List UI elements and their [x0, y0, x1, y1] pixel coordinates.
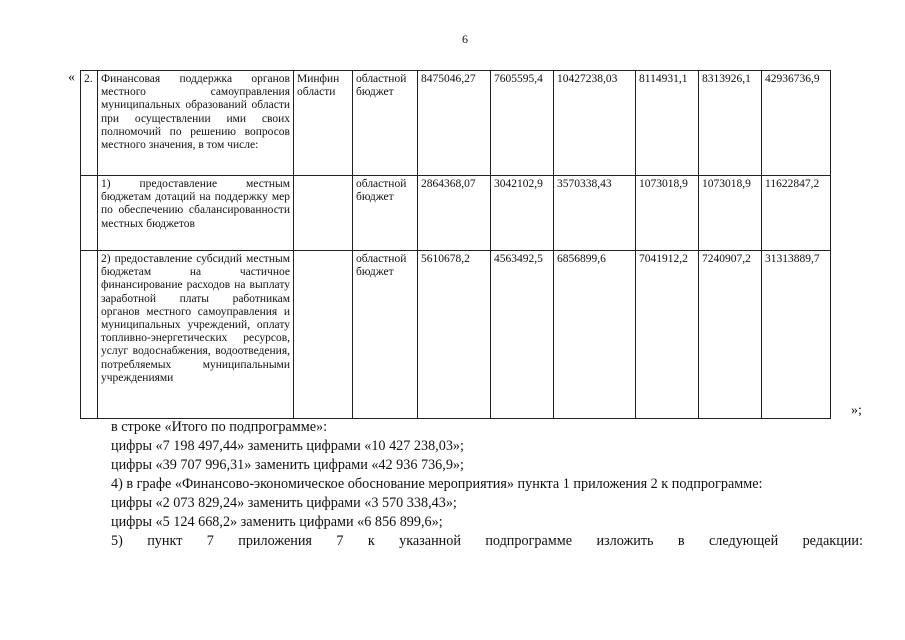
row-value: 8475046,27 [418, 71, 491, 176]
text-line: цифры «39 707 996,31» заменить цифрами «42 936 736,9»; [111, 457, 464, 473]
row-responsible: Минфин области [294, 71, 353, 176]
row-source: областной бюджет [353, 251, 418, 419]
row-value: 2864368,07 [418, 176, 491, 251]
row-value: 1073018,9 [699, 176, 762, 251]
row-value: 7605595,4 [491, 71, 554, 176]
word: редакции: [802, 533, 863, 549]
row-source: областной бюджет [353, 176, 418, 251]
row-value: 3042102,9 [491, 176, 554, 251]
row-responsible [294, 176, 353, 251]
row-description: 1) предоставление местным бюджетам дотаций на поддержку мер по обеспечению сбалансированности местных бюджетов [98, 176, 294, 251]
text-line: в строке «Итого по подпрограмме»: [111, 419, 328, 435]
row-number [81, 176, 98, 251]
row-value: 11622847,2 [762, 176, 831, 251]
row-value: 7041912,2 [636, 251, 699, 419]
financing-table [80, 70, 831, 419]
row-value: 6856899,6 [554, 251, 636, 419]
row-description: 2) предоставление субсидий местным бюджетам на частичное финансирование расходов на выплату заработной платы работникам органов местного самоуправления и муниципальных учреждений, оплату топливно-энергетических ресурсов, услуг водоснабжения, водоотведения, потребляемых муниципальными учреждениями [98, 251, 294, 419]
word: приложения [238, 533, 312, 549]
row-value: 5610678,2 [418, 251, 491, 419]
table-row [81, 251, 831, 419]
page-number: 6 [462, 32, 468, 46]
row-value: 7240907,2 [699, 251, 762, 419]
row-number [81, 251, 98, 419]
row-value: 1073018,9 [636, 176, 699, 251]
table-row [81, 71, 831, 176]
row-value: 10427238,03 [554, 71, 636, 176]
row-responsible [294, 251, 353, 419]
row-description: Финансовая поддержка органов местного самоуправления муниципальных образований области при осуществлении ими своих полномочий по решению вопросов местного значения, в том числе: [98, 71, 294, 176]
row-value: 42936736,9 [762, 71, 831, 176]
text-line: цифры «5 124 668,2» заменить цифрами «6 856 899,6»; [111, 514, 443, 530]
word: следующей [708, 533, 779, 549]
row-value: 3570338,43 [554, 176, 636, 251]
text-line-justified [111, 532, 863, 551]
table-row [81, 176, 831, 251]
word: указанной [399, 533, 461, 549]
word: изложить [596, 533, 654, 549]
row-value: 8114931,1 [636, 71, 699, 176]
quote-close: »; [851, 403, 862, 418]
word: в [677, 533, 685, 549]
word: к [367, 533, 375, 549]
word: 5) [111, 533, 123, 549]
word: пункт [147, 533, 183, 549]
row-source: областной бюджет [353, 71, 418, 176]
text-line: цифры «2 073 829,24» заменить цифрами «3 570 338,43»; [111, 495, 457, 511]
row-number: 2. [81, 71, 98, 176]
amendment-text [111, 418, 863, 551]
row-value: 31313889,7 [762, 251, 831, 419]
word: подпрограмме [485, 533, 573, 549]
row-value: 8313926,1 [699, 71, 762, 176]
row-value: 4563492,5 [491, 251, 554, 419]
text-line: цифры «7 198 497,44» заменить цифрами «10 427 238,03»; [111, 438, 464, 454]
word: 7 [336, 533, 344, 549]
word: 7 [206, 533, 214, 549]
quote-open: « [68, 70, 75, 85]
text-line: 4) в графе «Финансово-экономическое обоснование мероприятия» пункта 1 приложения 2 к подпрограмме: [111, 476, 763, 492]
